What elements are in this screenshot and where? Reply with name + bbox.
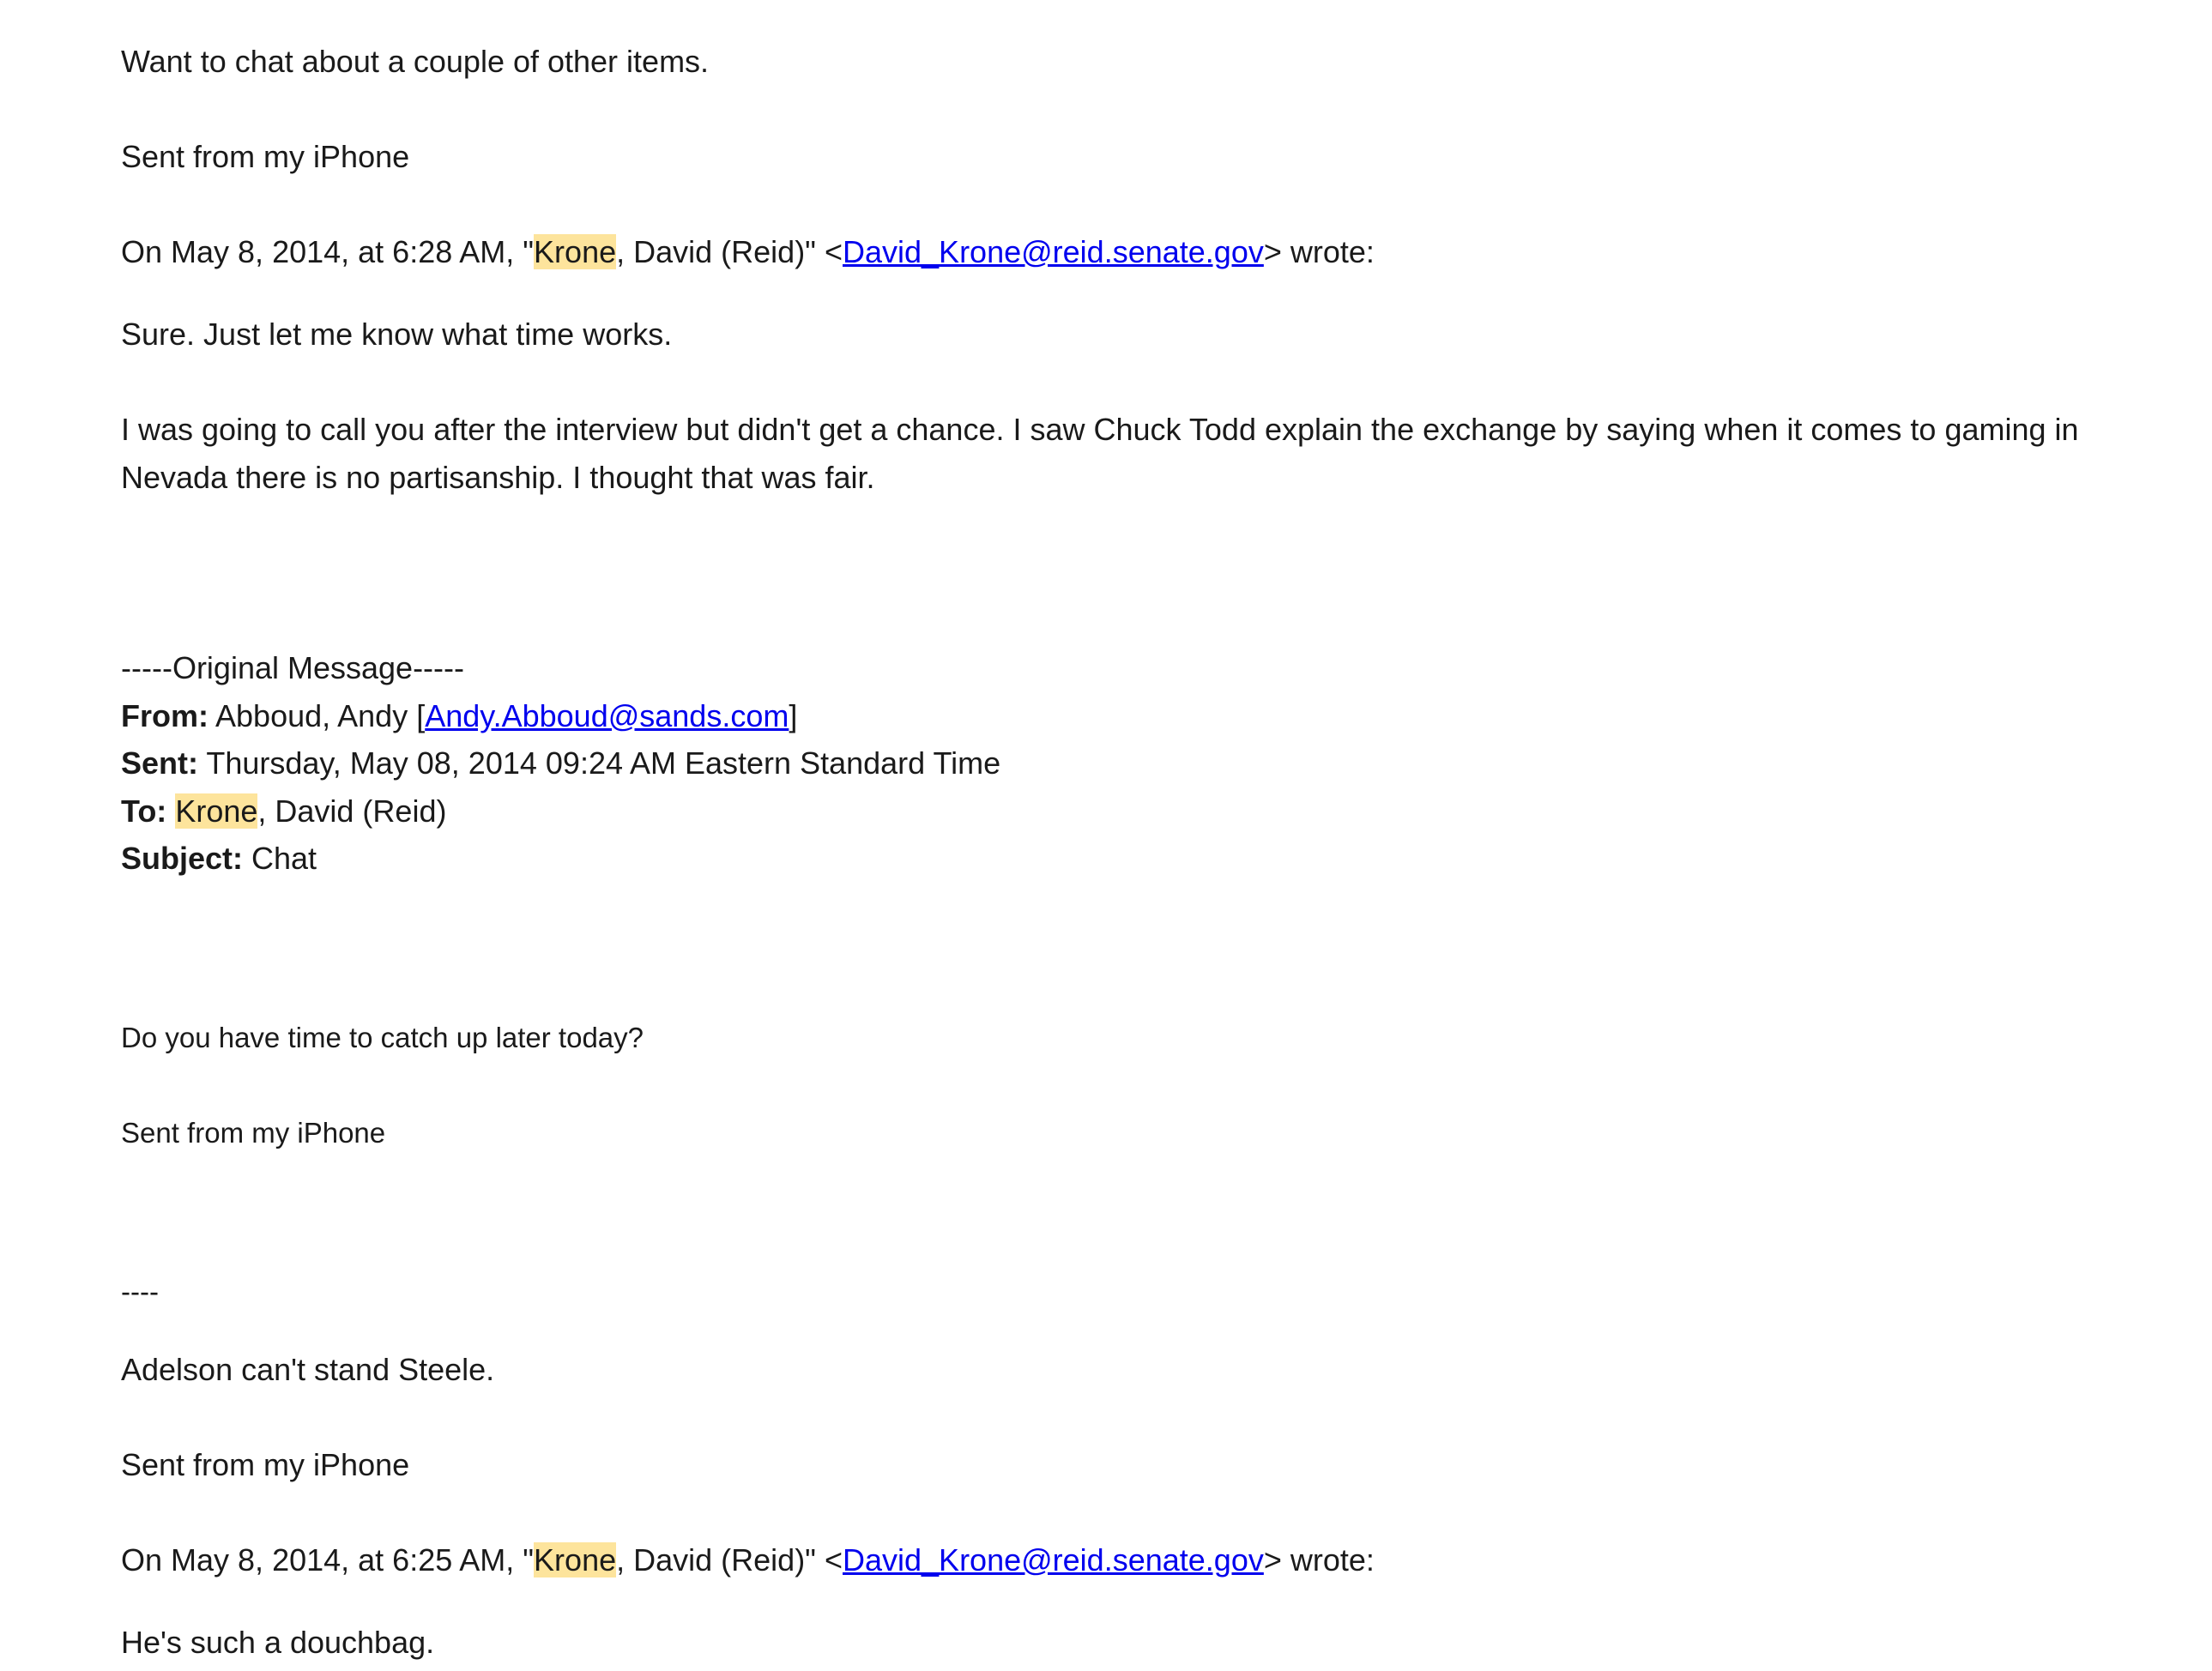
search-highlight: Krone <box>534 1542 617 1577</box>
header-sent <box>121 739 1000 787</box>
header-to-rest: , David (Reid) <box>257 793 447 829</box>
header-to-label: To: <box>121 793 167 829</box>
quote-header-middle: , David (Reid)" < <box>616 1542 843 1577</box>
message-text: Adelson can't stand Steele. <box>121 1352 495 1387</box>
header-from <box>121 692 797 740</box>
divider-text: ---- <box>121 1276 159 1307</box>
email-link[interactable]: Andy.Abboud@sands.com <box>425 698 789 733</box>
header-from-label: From: <box>121 698 209 733</box>
header-sent-label: Sent: <box>121 745 198 781</box>
quote-header-prefix: On May 8, 2014, at 6:25 AM, " <box>121 1542 535 1577</box>
signature-text: Sent from my iPhone <box>121 1447 410 1482</box>
message-text: Do you have time to catch up later today? <box>121 1022 644 1053</box>
signature-text: Sent from my iPhone <box>121 1117 386 1149</box>
header-sent-value: Thursday, May 08, 2014 09:24 AM Eastern Standard Time <box>198 745 1001 781</box>
quote-header <box>121 228 1375 276</box>
header-from-name: Abboud, Andy [ <box>209 698 426 733</box>
header-subject-label: Subject: <box>121 841 244 876</box>
header-subject <box>121 835 317 883</box>
email-link[interactable]: David_Krone@reid.senate.gov <box>843 1542 1264 1577</box>
message-text: He's such a douchbag. <box>121 1625 435 1660</box>
header-subject-value: Chat <box>243 841 317 876</box>
original-message-separator: -----Original Message----- <box>121 650 465 685</box>
message-paragraph: I was going to call you after the interview but didn't get a chance. I saw Chuck Todd explain the exchange by saying when it comes to gaming in Nevada there is no partisanship. I thought that was fair. <box>121 412 2079 495</box>
search-highlight: Krone <box>534 234 617 269</box>
message-text: Sure. Just let me know what time works. <box>121 317 673 352</box>
header-from-close: ] <box>789 698 798 733</box>
search-highlight: Krone <box>175 793 258 829</box>
quote-header-suffix: > wrote: <box>1263 234 1375 269</box>
message-text: Want to chat about a couple of other items. <box>121 44 710 79</box>
quote-header-middle: , David (Reid)" < <box>616 234 843 269</box>
signature-text: Sent from my iPhone <box>121 139 410 174</box>
header-to <box>121 787 446 836</box>
quote-header-prefix: On May 8, 2014, at 6:28 AM, " <box>121 234 535 269</box>
quote-header <box>121 1536 1375 1584</box>
email-link[interactable]: David_Krone@reid.senate.gov <box>843 234 1264 269</box>
quote-header-suffix: > wrote: <box>1263 1542 1375 1577</box>
